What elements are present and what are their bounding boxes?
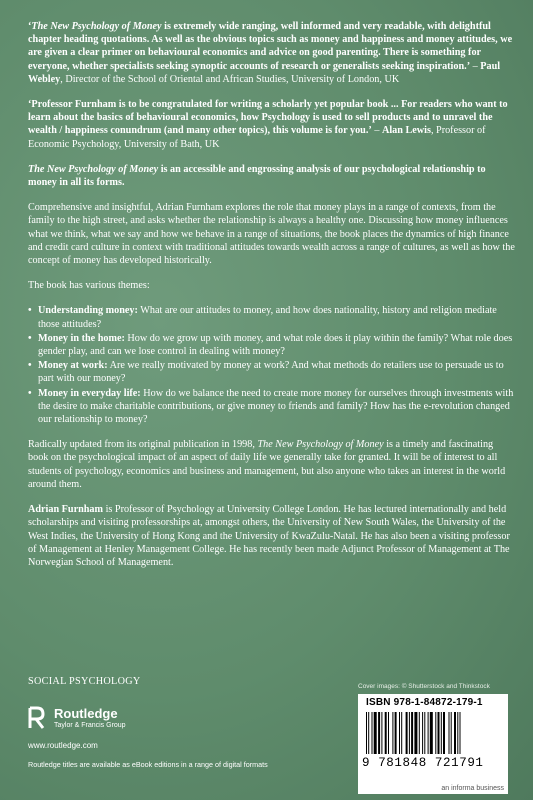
barcode-bar [460,712,461,754]
update-paragraph: Radically updated from its original publication in 1998, The New Psychology of Money is a timely and fascinating book on the psychological impact of an aspect of daily life we generally take for granted. It will be of interest to all students of psychology, economics and business and management, but also anyone who takes an interest in the world around them. [28,439,506,490]
author-bio: Adrian Furnham is Professor of Psychology at University College London. He has lectured internationally and held scholarships and visiting professorships at, amongst others, the University of New South Wales, the University of the West Indies, the University of Hong Kong and the University of KwaZulu-Natal. He has also been a visiting professor of Management at Henley Management College. He has recently been made Adjunct Professor of Management at The Norwegian School of Management. [28,504,510,568]
barcode-bar [372,712,373,754]
barcode-bar [392,712,393,754]
barcode-bar [443,712,445,754]
barcode-bar [424,712,425,754]
barcode-bar [454,712,456,754]
publisher-name: Routledge [54,705,118,721]
barcode-bar [441,712,442,754]
barcode-bar [368,712,369,754]
barcode-bar [381,712,382,754]
publisher-logo [28,706,126,730]
isbn-label: ISBN 978-1-84872-179-1 [366,697,483,708]
barcode-icon [366,712,500,754]
themes-list [28,304,515,426]
description-paragraph: Comprehensive and insightful, Adrian Furnham explores the role that money plays in a range of contexts, from the family to the high street, and asks whether the relationship is always a healthy one. Discussing how money influences what we think, what we say and how we behave in a range of situations, the book places the dynamics of high finance and credit card culture in context with traditional attitudes towards wealth across a range of cultures, as well as how the concept of money has developed historically. [28,202,515,267]
barcode-bar [457,712,458,754]
review-quote-webley: ‘The New Psychology of Money is extremely wide ranging, well informed and very readable, with delightful chapter heading quotations. As well as the obvious topics such as money and happiness and money attitudes, we are given a clear primer on behavioural economics and advice on good parenting. There is something for everyone, whether specialists seeking synoptic accounts of research or generalists seeking inspiration.’ – Paul Webley, Director of the School of Oriental and African Studies, University of London, UK [28,21,513,85]
barcode-bar [366,712,367,754]
themes-intro: The book has various themes: [28,280,150,292]
barcode-panel [358,694,508,794]
barcode-bar [430,712,433,754]
cover-credit: Cover images: © Shutterstock and Thinkstock [358,683,490,690]
barcode-bar [414,712,417,754]
list-item: • Money in the home: How do we grow up with money, and what role does it play within the family? What role does gender play, and can we lose control in dealing with money? [28,332,515,358]
book-title-italic: The New Psychology of Money [31,21,162,32]
barcode-bar [401,712,402,754]
routledge-r-icon [28,706,48,730]
imprint-label: an informa business [441,785,504,792]
lead-statement: The New Psychology of Money is an accessible and engrossing analysis of our psychological relationship to money in all its forms. [28,163,486,189]
barcode-bar [435,712,436,754]
barcode-digits: 9 781848 721791 [362,756,484,770]
barcode-bar [406,712,408,754]
reviewer-name: Alan Lewis [381,125,431,137]
publisher-website[interactable]: www.routledge.com [28,741,98,750]
publisher-group: Taylor & Francis Group [54,721,126,729]
barcode-bar [419,712,420,754]
barcode-bar [428,712,429,754]
review-quote-lewis: ‘Professor Furnham is to be congratulated for writing a scholarly yet popular book ... For readers who want to learn about the basics of behavioural economics, how Psychology is used to sell products and to unravel the wealth / happiness conundrum (and many other topics), this volume is for you.’ – Alan Lewis, Professor of Economic Psychology, University of Bath, UK [28,99,508,150]
barcode-bar [438,712,440,754]
barcode-bar [388,712,389,754]
barcode-bar [422,712,423,754]
reviewer-name: Paul Webley [28,60,501,85]
list-item: • Understanding money: What are our attitudes to money, and how does nationality, history and religion mediate those attitudes? [28,304,515,330]
barcode-bar [385,712,387,754]
barcode-bar [409,712,410,754]
list-item: • Money in everyday life: How do we balance the need to create more money for ourselves through investments with the desire to make charitable contributions, or give money to friends and family? How has the e-revolution changed our relationship to money? [28,387,515,427]
barcode-bar [411,712,413,754]
barcode-bar [399,712,400,754]
barcode-bar [449,712,450,754]
author-name: Adrian Furnham [28,504,104,516]
barcode-bar [374,712,377,754]
barcode-bar [395,712,397,754]
list-item: • Money at work: Are we really motivated by money at work? And what methods do retailers use to persuade us to part with our money? [28,359,515,385]
barcode-bar [378,712,380,754]
barcode-bar [451,712,452,754]
subject-category: SOCIAL PSYCHOLOGY [28,676,141,687]
ebook-note: Routledge titles are available as eBook editions in a range of digital formats [28,760,268,769]
